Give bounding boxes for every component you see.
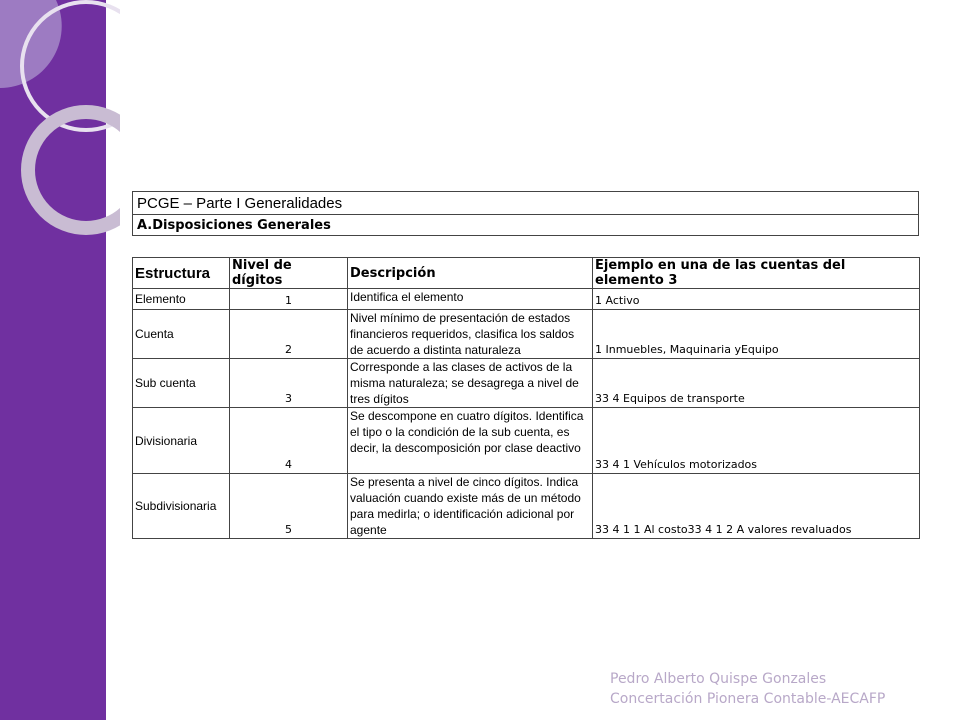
column-header: Descripción [348, 258, 593, 289]
level-cell: 1 [230, 289, 348, 310]
structure-cell: Sub cuenta [133, 359, 230, 408]
column-header: Nivel de dígitos [230, 258, 348, 289]
level-cell: 4 [230, 408, 348, 474]
table-row [133, 310, 920, 359]
description-cell: Se descompone en cuatro dígitos. Identifica el tipo o la condición de la sub cuenta, es decir, la descomposición por clase deactivo [348, 408, 593, 474]
level-cell: 5 [230, 474, 348, 539]
author-footer [610, 669, 885, 709]
level-cell: 2 [230, 310, 348, 359]
description-cell: Nivel mínimo de presentación de estados financieros requeridos, clasifica los saldos de acuerdo a distinta naturaleza [348, 310, 593, 359]
description-cell: Corresponde a las clases de activos de la misma naturaleza; se desagrega a nivel de tres dígitos [348, 359, 593, 408]
slide-title: PCGE – Parte I Generalidades [133, 192, 919, 215]
example-cell: 1 Activo [593, 289, 920, 310]
column-header: Estructura [133, 258, 230, 289]
author-name: Pedro Alberto Quispe Gonzales [610, 671, 827, 687]
column-header: Ejemplo en una de las cuentas del elemento 3 [593, 258, 920, 289]
organization-name: Concertación Pionera Contable-AECAFP [610, 691, 886, 707]
description-cell: Se presenta a nivel de cinco dígitos. Indica valuación cuando existe más de un método para medirla; o identificación adicional por agente [348, 474, 593, 539]
structure-cell: Elemento [133, 289, 230, 310]
table-row [133, 408, 920, 474]
example-cell: 33 4 1 1 Al costo33 4 1 2 A valores revaluados [593, 474, 920, 539]
table-row [133, 289, 920, 310]
table-row [133, 359, 920, 408]
section-subtitle: A.Disposiciones Generales [133, 215, 919, 236]
title-table [132, 191, 919, 236]
table-header-row [133, 258, 920, 289]
structure-cell: Cuenta [133, 310, 230, 359]
structure-cell: Subdivisionaria [133, 474, 230, 539]
description-cell: Identifica el elemento [348, 289, 593, 310]
decorative-circles [0, 0, 120, 240]
level-cell: 3 [230, 359, 348, 408]
structure-table [132, 257, 920, 539]
example-cell: 33 4 1 Vehículos motorizados [593, 408, 920, 474]
table-row [133, 474, 920, 539]
example-cell: 1 Inmuebles, Maquinaria yEquipo [593, 310, 920, 359]
example-cell: 33 4 Equipos de transporte [593, 359, 920, 408]
structure-cell: Divisionaria [133, 408, 230, 474]
